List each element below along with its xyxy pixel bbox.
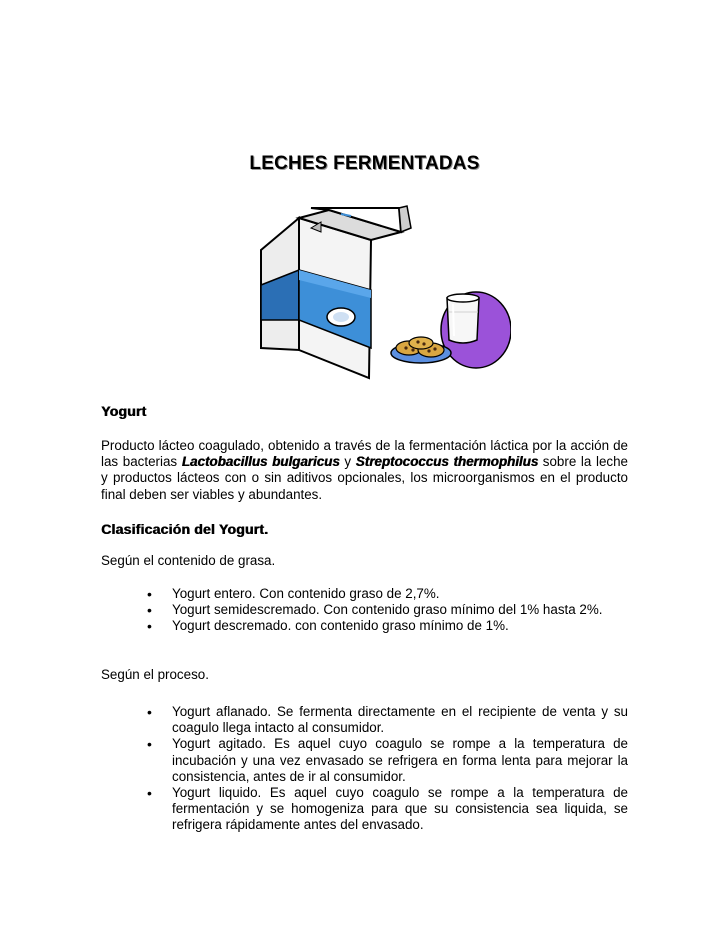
species-name: Streptococcus thermophilus — [355, 454, 539, 470]
bullet-icon: • — [147, 736, 152, 753]
definition-text: sobre la leche y productos lácteos con o sin aditivos opcionales, los microorganismos en el producto final deben ser viables y abundantes. — [101, 454, 628, 502]
definition-text: y — [339, 454, 356, 470]
milk-glass-icon — [447, 294, 479, 343]
bullet-icon: • — [147, 785, 152, 802]
bullet-icon: • — [147, 704, 152, 720]
milk-illustration — [251, 200, 511, 384]
list-item — [147, 618, 628, 634]
process-list — [147, 704, 628, 834]
list-item-text: Yogurt liquido. Es aquel cuyo coagulo se rompe a la temperatura de fermentación y se homogeniza para que su consistencia sea liquida, se refrigera rápidamente antes del envasado. — [172, 785, 628, 833]
bullet-icon: • — [147, 602, 152, 619]
list-item — [147, 602, 628, 618]
process-label: Según el proceso. — [101, 667, 209, 682]
list-item-text: Yogurt descremado. con contenido graso mínimo de 1%. — [172, 618, 509, 634]
section-heading-yogurt: Yogurt — [101, 403, 147, 419]
fat-content-list — [147, 586, 628, 635]
bullet-icon: • — [147, 586, 152, 602]
milk-carton-icon — [251, 200, 511, 380]
section-heading-classification: Clasificación del Yogurt. — [101, 521, 269, 537]
bullet-icon: • — [147, 618, 152, 635]
page-title: LECHES FERMENTADAS — [249, 153, 480, 174]
list-item — [147, 785, 628, 834]
list-item — [147, 586, 628, 602]
definition-text: Producto lácteo coagulado, obtenido a través de la fermentación láctica por la acción de las bacterias — [101, 438, 628, 470]
list-item-text: Yogurt aflanado. Se fermenta directamente en el recipiente de venta y su coagulo llega intacto al consumidor. — [172, 704, 628, 736]
yogurt-definition — [101, 438, 628, 503]
list-item — [147, 704, 628, 736]
list-item — [147, 736, 628, 785]
list-item-text: Yogurt agitado. Es aquel cuyo coagulo se rompe a la temperatura de incubación y una vez envasado se refrigera en forma lenta para mejorar la consistencia, antes de ir al consumidor. — [172, 736, 628, 784]
species-name: Lactobacillus bulgaricus — [181, 454, 340, 470]
list-item-text: Yogurt semidescremado. Con contenido graso mínimo del 1% hasta 2%. — [172, 602, 603, 618]
list-item-text: Yogurt entero. Con contenido graso de 2,7%. — [172, 586, 440, 601]
cookies-plate-icon — [396, 337, 444, 357]
fat-content-label: Según el contenido de grasa. — [101, 553, 276, 568]
